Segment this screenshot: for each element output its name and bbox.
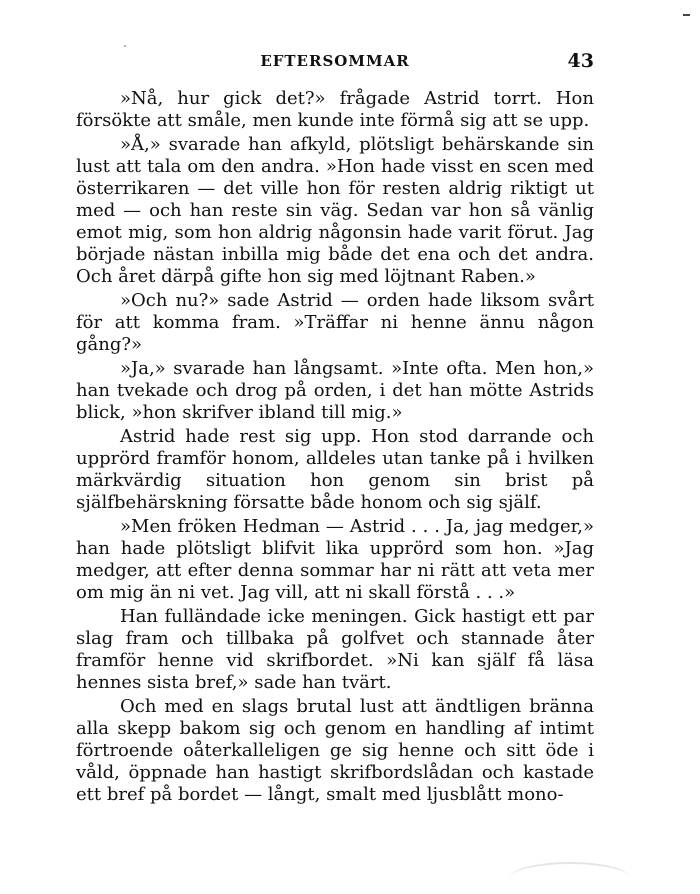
margin-dash-mark	[683, 14, 690, 16]
paragraph: Han fulländade icke meningen. Gick hastigt ett par slag fram och tillbaka på golfvet och stannade åter framför henne vid skrifbordet. »Ni kan själf få läsa hennes sista bref,» sade han tvärt.	[76, 606, 594, 693]
page-number: 43	[567, 50, 594, 72]
paper-speck	[124, 45, 126, 47]
running-title: EFTERSOMMAR	[260, 52, 410, 70]
paragraph: »Ja,» svarade han långsamt. »Inte ofta. Men hon,» han tvekade och drog på orden, i det han mötte Astrids blick, »hon skrifver ibland till mig.»	[76, 358, 594, 423]
paragraph: »Men fröken Hedman — Astrid . . . Ja, jag medger,» han hade plötsligt blifvit lika upprörd som hon. »Jag medger, att efter denna sommar har ni rätt att veta mer om mig än ni vet. Jag vill, att ni skall förstå . . .»	[76, 516, 594, 603]
page-header	[76, 50, 594, 74]
paragraph: Och med en slags brutal lust att ändtligen bränna alla skepp bakom sig och genom en handling af intimt förtroende oåterkalleligen ge sig henne och sitt öde i våld, öppnade han hastigt skrifbordslådan och kastade ett bref på bordet — långt, smalt med ljusblått mono-	[76, 696, 594, 805]
paragraph: »Å,» svarade han afkyld, plötsligt behärskande sin lust att tala om den andra. »Hon hade visst en scen med österrikaren — det ville hon för resten aldrig riktigt ut med — och han reste sin väg. Sedan var hon så vänlig emot mig, som hon aldrig någonsin hade varit förut. Jag började nästan inbilla mig både det ena och det andra. Och året därpå gifte hon sig med löjtnant Raben.»	[76, 134, 594, 287]
paragraph: »Nå, hur gick det?» frågade Astrid torrt. Hon försökte att småle, men kunde inte förmå sig att se upp.	[76, 88, 594, 131]
body-text	[76, 88, 594, 806]
paragraph: Astrid hade rest sig upp. Hon stod darrande och upprörd framför honom, alldeles utan tanke på i hvilken märkvärdig situation hon genom sin brist på själfbehärskning försatte både honom och sig själf.	[76, 426, 594, 513]
faint-watermark	[510, 862, 630, 894]
paragraph: »Och nu?» sade Astrid — orden hade liksom svårt för att komma fram. »Träffar ni henne ännu någon gång?»	[76, 290, 594, 355]
